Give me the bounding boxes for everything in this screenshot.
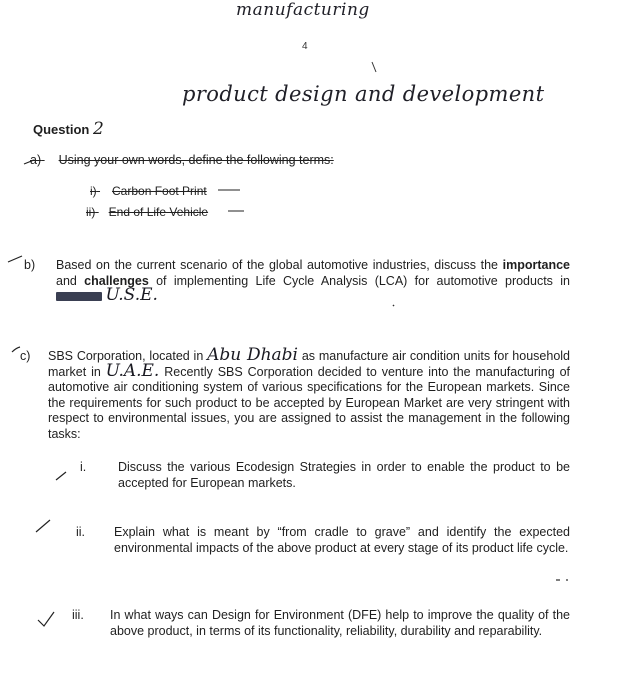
task-1-label: i. (80, 460, 87, 474)
title-underline-stroke (372, 62, 376, 72)
part-a-label: a) (30, 153, 42, 167)
check-mark-task-2 (36, 520, 50, 532)
term-text: End of Life Vehicle (108, 205, 209, 219)
task-1-text: Discuss the various Ecodesign Strategies in order to enable the product to be accepted for European markets. (118, 460, 570, 490)
page-number: 4 (302, 41, 308, 52)
part-b-text-2: and (56, 273, 77, 288)
check-mark-task-3 (38, 612, 54, 626)
part-b-bold-challenges: challenges (84, 273, 149, 288)
task-3-text: In what ways can Design for Environment (DFE) help to improve the quality of the above product, in terms of its functionality, reliability, durability and reparability. (110, 608, 570, 638)
part-c-text-3: Recently SBS Corporation decided to venture into the manufacturing of automotive air conditioning system of various specifications for the European markets. Since the requirements for such product to be accepted by European Market are very stringent with respect to environmental issues, you are assigned to assist the management in the following tasks: (48, 364, 570, 441)
check-mark-task-1 (56, 472, 66, 480)
handwritten-subject: manufacturing (236, 0, 370, 20)
handwritten-title: product design and development (182, 82, 545, 106)
part-b-label: b) (24, 258, 36, 272)
stray-dot (393, 305, 394, 306)
part-c-label: c) (20, 349, 31, 363)
part-c-text-1: SBS Corporation, located in (48, 349, 204, 363)
check-mark-c (12, 347, 20, 352)
term-label: ii) (86, 205, 96, 219)
part-b-bold-importance: importance (502, 258, 570, 272)
term-text: Carbon Foot Print (112, 184, 207, 198)
handwritten-country: U.A.E. (105, 360, 160, 381)
question-number-handwritten: 2 (92, 119, 104, 139)
handwritten-insert: U.S.E. (105, 285, 158, 305)
check-mark-b (8, 256, 22, 262)
check-mark-a (24, 160, 34, 164)
part-c-text-2: as manufacture air condition units for household market in (48, 349, 570, 379)
task-3-label: iii. (72, 608, 84, 622)
part-b-text-1: Based on the current scenario of the global automotive industries, discuss the (56, 258, 498, 272)
part-b-text-3: of implementing Life Cycle Analysis (LCA) for automotive products in (156, 273, 570, 288)
task-2-text: Explain what is meant by “from cradle to grave” and identify the expected environmental impacts of the above product at every stage of its product life cycle. (114, 525, 570, 555)
handwritten-location: Abu Dhabi (207, 345, 298, 365)
term-label: i) (90, 184, 97, 198)
task-2-label: ii. (76, 525, 86, 539)
question-label: Question (33, 122, 90, 137)
part-a-text: Using your own words, define the following terms: (58, 153, 334, 167)
